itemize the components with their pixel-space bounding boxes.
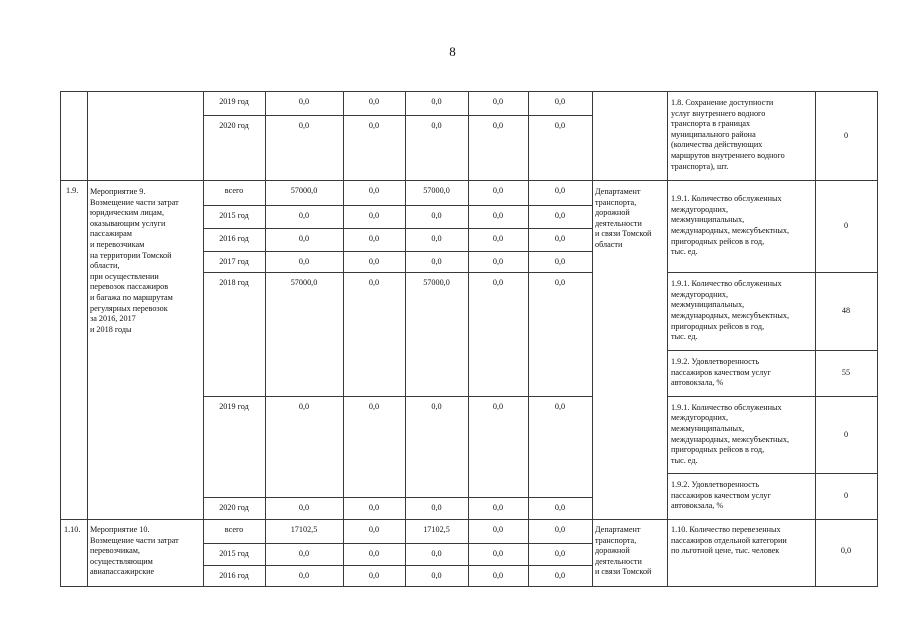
indicator-text: 1.10. Количество перевезенных: [671, 525, 781, 534]
amount-cell: 57000,0: [423, 278, 450, 287]
year-cell: 2020 год: [219, 121, 249, 130]
measure-text: при осуществлении: [90, 271, 159, 281]
indicator-text: автовокзала, %: [671, 378, 724, 388]
amount-cell: 0,0: [492, 257, 504, 266]
amount-cell: 0,0: [431, 211, 442, 220]
amount-cell: 0,0: [368, 257, 380, 266]
amount-cell: 0,0: [431, 257, 442, 266]
amount-cell: 57000,0: [423, 186, 450, 195]
grid-line-h: [667, 350, 878, 351]
executor-text: деятельности: [595, 218, 642, 228]
indicator-value: 0: [843, 221, 849, 230]
measure-text: и 2018 годы: [90, 324, 132, 334]
amount-cell: 0,0: [554, 257, 566, 266]
measure-text: осуществляющим: [90, 556, 153, 566]
amount-cell: 0,0: [298, 97, 310, 106]
amount-cell: 0,0: [492, 571, 504, 580]
year-cell: 2020 год: [219, 503, 249, 512]
year-cell: 2019 год: [219, 402, 249, 411]
amount-cell: 0,0: [492, 121, 504, 130]
amount-cell: 0,0: [431, 402, 442, 411]
indicator-text: пригородных рейсов в год,: [671, 321, 765, 331]
amount-cell: 0,0: [368, 186, 380, 195]
year-cell: 2018 год: [219, 278, 249, 287]
amount-cell: 17102,5: [423, 525, 450, 534]
amount-cell: 0,0: [492, 97, 504, 106]
grid-line-h: [203, 497, 593, 498]
grid-line-h: [203, 396, 593, 397]
grid-line-h: [60, 586, 878, 587]
executor-text: транспорта,: [595, 197, 637, 207]
indicator-text: 1.9.1. Количество обслуженных: [671, 279, 782, 289]
indicator-text: международных, межсубъектных,: [671, 311, 790, 320]
grid-line-h: [203, 228, 593, 229]
amount-cell: 0,0: [431, 121, 442, 130]
amount-cell: 0,0: [492, 503, 504, 512]
page-number: 8: [449, 44, 456, 59]
amount-cell: 0,0: [492, 211, 504, 220]
indicator-text: межмуниципальных,: [671, 423, 745, 433]
indicator-text: 1.8. Сохранение доступности: [671, 98, 774, 107]
executor-text: Департамент: [595, 187, 641, 196]
amount-cell: 0,0: [298, 121, 310, 130]
grid-line-h: [60, 519, 878, 520]
indicator-text: тыс. ед.: [671, 332, 698, 342]
amount-cell: 0,0: [554, 234, 566, 243]
executor-text: дорожной: [595, 208, 630, 218]
indicator-text: 1.9.2. Удовлетворенность: [671, 357, 760, 367]
indicator-text: пассажиров качеством услуг: [671, 367, 771, 377]
amount-cell: 0,0: [368, 402, 380, 411]
measure-text: и перевозчикам: [90, 240, 145, 249]
measure-text: Мероприятие 9.: [90, 187, 146, 196]
grid-line-h: [60, 180, 878, 181]
indicator-text: пригородных рейсов в год,: [671, 236, 765, 246]
indicator-text: международных, межсубъектных,: [671, 226, 790, 235]
grid-line-h: [203, 115, 593, 116]
indicator-text: (количества действующих: [671, 140, 763, 150]
year-cell: 2015 год: [219, 549, 249, 558]
amount-cell: 0,0: [368, 571, 380, 580]
measure-text: и багажа по маршрутам: [90, 293, 173, 302]
amount-cell: 0,0: [368, 525, 380, 534]
executor-text: транспорта,: [595, 535, 637, 545]
indicator-text: маршрутов внутреннего водного: [671, 151, 785, 160]
amount-cell: 57000,0: [290, 278, 318, 287]
amount-cell: 0,0: [554, 402, 566, 411]
indicator-text: транспорта в границах: [671, 119, 751, 129]
grid-line-h: [60, 91, 878, 92]
indicator-text: 1.9.1. Количество обслуженных: [671, 402, 782, 412]
measure-text: авиапассажирские: [90, 567, 155, 577]
year-cell: всего: [224, 186, 244, 195]
amount-cell: 0,0: [431, 571, 442, 580]
indicator-text: 1.9.2. Удовлетворенность: [671, 480, 760, 490]
indicator-text: межмуниципальных,: [671, 215, 745, 225]
measure-text: за 2016, 2017: [90, 314, 136, 324]
indicator-value: 0,0: [840, 546, 852, 555]
grid-line-h: [667, 396, 878, 397]
amount-cell: 0,0: [554, 186, 566, 195]
indicator-text: междугородних,: [671, 289, 728, 299]
grid-line-v: [87, 91, 88, 587]
indicator-text: пассажиров качеством услуг: [671, 490, 771, 500]
amount-cell: 0,0: [554, 549, 566, 558]
executor-text: дорожной: [595, 546, 630, 556]
measure-number: 1.10.: [64, 525, 81, 534]
amount-cell: 0,0: [554, 121, 566, 130]
measure-text: оказывающим услуги: [90, 218, 166, 228]
measure-text: перевозок пассажиров: [90, 282, 169, 292]
amount-cell: 0,0: [298, 257, 310, 266]
amount-cell: 0,0: [298, 571, 310, 580]
amount-cell: 0,0: [298, 234, 310, 243]
amount-cell: 0,0: [492, 525, 504, 534]
indicator-value: 55: [841, 368, 851, 377]
grid-line-v: [592, 91, 593, 587]
amount-cell: 0,0: [298, 211, 310, 220]
year-cell: всего: [224, 525, 244, 534]
grid-line-v: [60, 91, 61, 587]
indicator-value: 48: [841, 306, 851, 315]
year-cell: 2016 год: [219, 571, 249, 580]
amount-cell: 0,0: [298, 503, 310, 512]
grid-line-h: [203, 565, 593, 566]
grid-line-h: [203, 543, 593, 544]
measure-text: области,: [90, 261, 120, 271]
amount-cell: 0,0: [492, 278, 504, 287]
indicator-text: муниципального района: [671, 129, 756, 139]
indicator-text: международных, межсубъектных,: [671, 434, 790, 444]
indicator-text: тыс. ед.: [671, 455, 698, 465]
amount-cell: 57000,0: [290, 186, 318, 195]
measure-text: Возмещение части затрат: [90, 197, 179, 207]
amount-cell: 0,0: [368, 278, 380, 287]
amount-cell: 0,0: [431, 97, 442, 106]
indicator-text: услуг внутреннего водного: [671, 108, 766, 118]
amount-cell: 0,0: [368, 549, 380, 558]
amount-cell: 0,0: [554, 571, 566, 580]
measure-text: юридическим лицам,: [90, 208, 165, 218]
indicator-value: 0: [843, 491, 849, 500]
amount-cell: 0,0: [368, 503, 380, 512]
indicator-value: 0: [843, 429, 849, 439]
amount-cell: 0,0: [298, 549, 310, 558]
amount-cell: 0,0: [298, 402, 310, 411]
indicator-text: 1.9.1. Количество обслуженных: [671, 194, 782, 204]
amount-cell: 0,0: [492, 234, 504, 243]
measure-text: Возмещение части затрат: [90, 535, 179, 545]
amount-cell: 0,0: [368, 97, 380, 106]
amount-cell: 0,0: [431, 234, 442, 243]
year-cell: 2015 год: [219, 211, 249, 220]
amount-cell: 0,0: [554, 525, 566, 534]
year-cell: 2016 год: [219, 234, 249, 243]
executor-text: и связи Томской: [595, 567, 652, 577]
year-cell: 2017 год: [219, 257, 249, 266]
grid-line-h: [667, 272, 878, 273]
measure-text: перевозчикам,: [90, 546, 140, 556]
amount-cell: 0,0: [368, 121, 380, 130]
indicator-text: тыс. ед.: [671, 247, 698, 257]
amount-cell: 17102,5: [290, 525, 318, 534]
amount-cell: 0,0: [492, 186, 504, 195]
grid-line-h: [203, 272, 593, 273]
indicator-text: пригородных рейсов в год,: [671, 445, 765, 455]
measure-text: на территории Томской: [90, 250, 172, 260]
indicator-text: межмуниципальных,: [671, 300, 745, 310]
amount-cell: 0,0: [554, 278, 566, 287]
amount-cell: 0,0: [431, 549, 442, 558]
indicator-text: автовокзала, %: [671, 501, 724, 511]
executor-text: и связи Томской: [595, 229, 652, 239]
indicator-text: междугородних,: [671, 204, 728, 214]
measure-text: пассажирам: [90, 229, 132, 239]
amount-cell: 0,0: [431, 503, 442, 512]
executor-text: деятельности: [595, 556, 642, 566]
grid-line-h: [667, 473, 878, 474]
amount-cell: 0,0: [492, 402, 504, 411]
indicator-text: пассажиров отдельной категории: [671, 535, 787, 545]
grid-line-v: [667, 91, 668, 587]
amount-cell: 0,0: [554, 211, 566, 220]
amount-cell: 0,0: [554, 503, 566, 512]
executor-text: области: [595, 240, 623, 249]
amount-cell: 0,0: [554, 97, 566, 106]
amount-cell: 0,0: [492, 549, 504, 558]
measure-number: 1.9.: [66, 186, 79, 195]
measure-text: регулярных перевозок: [90, 303, 168, 313]
grid-line-h: [203, 251, 593, 252]
year-cell: 2019 год: [219, 97, 249, 106]
indicator-text: междугородних,: [671, 413, 728, 423]
grid-line-h: [203, 205, 593, 206]
amount-cell: 0,0: [368, 234, 380, 243]
indicator-value: 0: [843, 131, 849, 140]
indicator-text: по льготной цене, тыс. человек: [671, 546, 780, 556]
grid-line-v: [877, 91, 878, 587]
executor-text: Департамент: [595, 525, 641, 534]
measure-text: Мероприятие 10.: [90, 525, 150, 534]
amount-cell: 0,0: [368, 211, 380, 220]
indicator-text: транспорта), шт.: [671, 161, 729, 171]
